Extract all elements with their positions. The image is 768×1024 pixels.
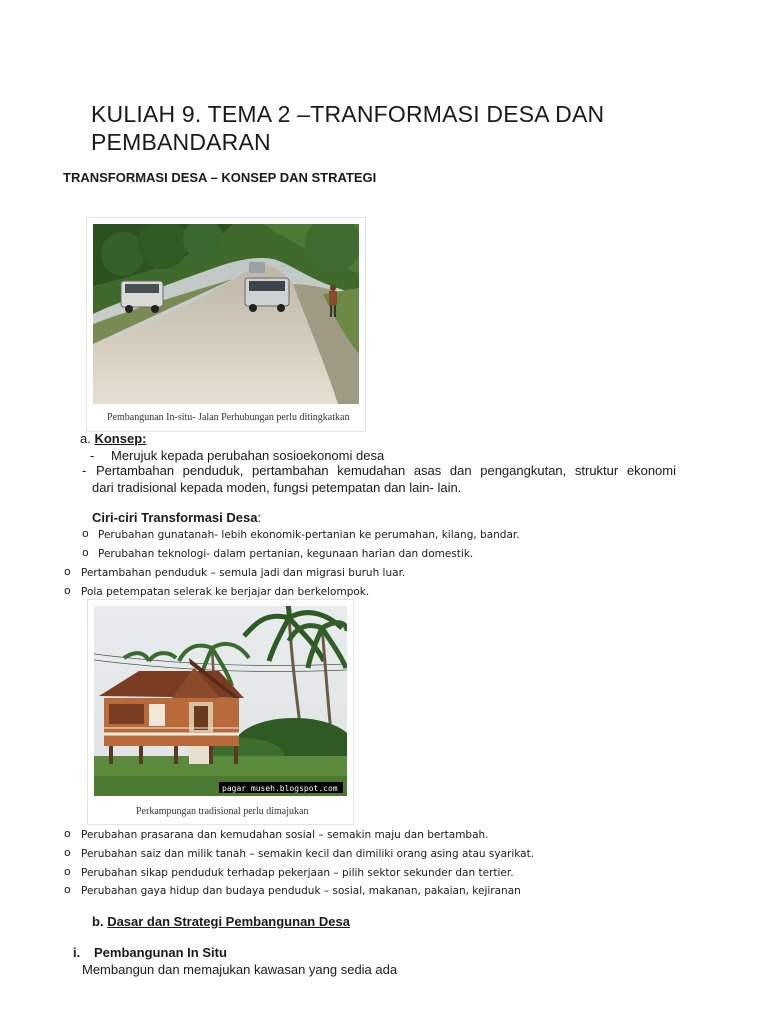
bullet-marker: o — [82, 546, 89, 559]
konsep-item-2-marker: - — [82, 463, 87, 478]
bullet-marker: o — [64, 827, 71, 840]
konsep-item-2-line-2: dari tradisional kepada moden, fungsi petempatan dan lain- lain. — [92, 480, 462, 495]
bullet-marker: o — [64, 584, 71, 597]
house-photo-frame — [87, 599, 354, 825]
konsep-item-1: Merujuk kepada perubahan sosioekonomi desa — [111, 448, 385, 463]
document-title — [91, 100, 651, 156]
ciri-heading-colon: : — [257, 510, 262, 525]
title-line-1: KULIAH 9. TEMA 2 –TRANFORMASI DESA DAN — [91, 101, 605, 127]
bullet-marker: o — [64, 565, 71, 578]
bullet-marker: o — [82, 527, 89, 540]
konsep-item-2-line-1: Pertambahan penduduk, pertambahan kemudahan asas dan pengangkutan, struktur ekonomi — [96, 463, 676, 478]
section-i-heading: Pembangunan In Situ — [94, 945, 227, 960]
bullet-marker: o — [64, 865, 71, 878]
strategi-heading — [92, 914, 350, 930]
ciri-heading-text: Ciri-ciri Transformasi Desa — [92, 510, 258, 525]
list-item: Perubahan gunatanah- lebih ekonomik-pertanian ke perumahan, kilang, bandar. — [98, 529, 520, 541]
bullet-marker: o — [64, 846, 71, 859]
title-line-2: PEMBANDARAN — [91, 129, 271, 155]
list-item: Perubahan sikap penduduk terhadap pekerjaan – pilih sektor sekunder dan tertier. — [81, 867, 514, 879]
road-photo — [93, 224, 359, 404]
house-photo-caption: Perkampungan tradisional perlu dimajukan — [136, 806, 309, 817]
konsep-title: Konsep: — [94, 431, 147, 446]
konsep-item-1-marker: - — [90, 448, 95, 463]
list-item: Perubahan teknologi- dalam pertanian, kegunaan harian dan domestik. — [98, 548, 474, 560]
house-photo — [94, 606, 347, 796]
list-item: Perubahan gaya hidup dan budaya penduduk – sosial, makanan, pakaian, kejiranan — [81, 885, 521, 897]
section-i-numeral: i. — [73, 945, 81, 960]
road-photo-frame — [86, 217, 366, 432]
strategi-prefix: b. — [92, 914, 104, 929]
bullet-marker: o — [64, 883, 71, 896]
section-subtitle: TRANSFORMASI DESA – KONSEP DAN STRATEGI — [63, 170, 377, 185]
photo-watermark: pagar museh.blogspot.com — [222, 784, 338, 793]
ciri-heading — [92, 510, 261, 526]
section-i-text: Membangun dan memajukan kawasan yang sedia ada — [82, 962, 398, 977]
konsep-prefix: a. — [80, 431, 91, 446]
list-item: Pertambahan penduduk – semula jadi dan migrasi buruh luar. — [81, 567, 406, 579]
konsep-heading — [80, 431, 146, 447]
list-item: Perubahan prasarana dan kemudahan sosial – semakin maju dan bertambah. — [81, 829, 489, 841]
list-item: Pola petempatan selerak ke berjajar dan berkelompok. — [81, 586, 370, 598]
road-photo-caption: Pembangunan In-situ- Jalan Perhubungan perlu ditingkatkan — [107, 412, 350, 423]
strategi-title: Dasar dan Strategi Pembangunan Desa — [107, 914, 350, 929]
list-item: Perubahan saiz dan milik tanah – semakin kecil dan dimiliki orang asing atau syarikat. — [81, 848, 535, 860]
